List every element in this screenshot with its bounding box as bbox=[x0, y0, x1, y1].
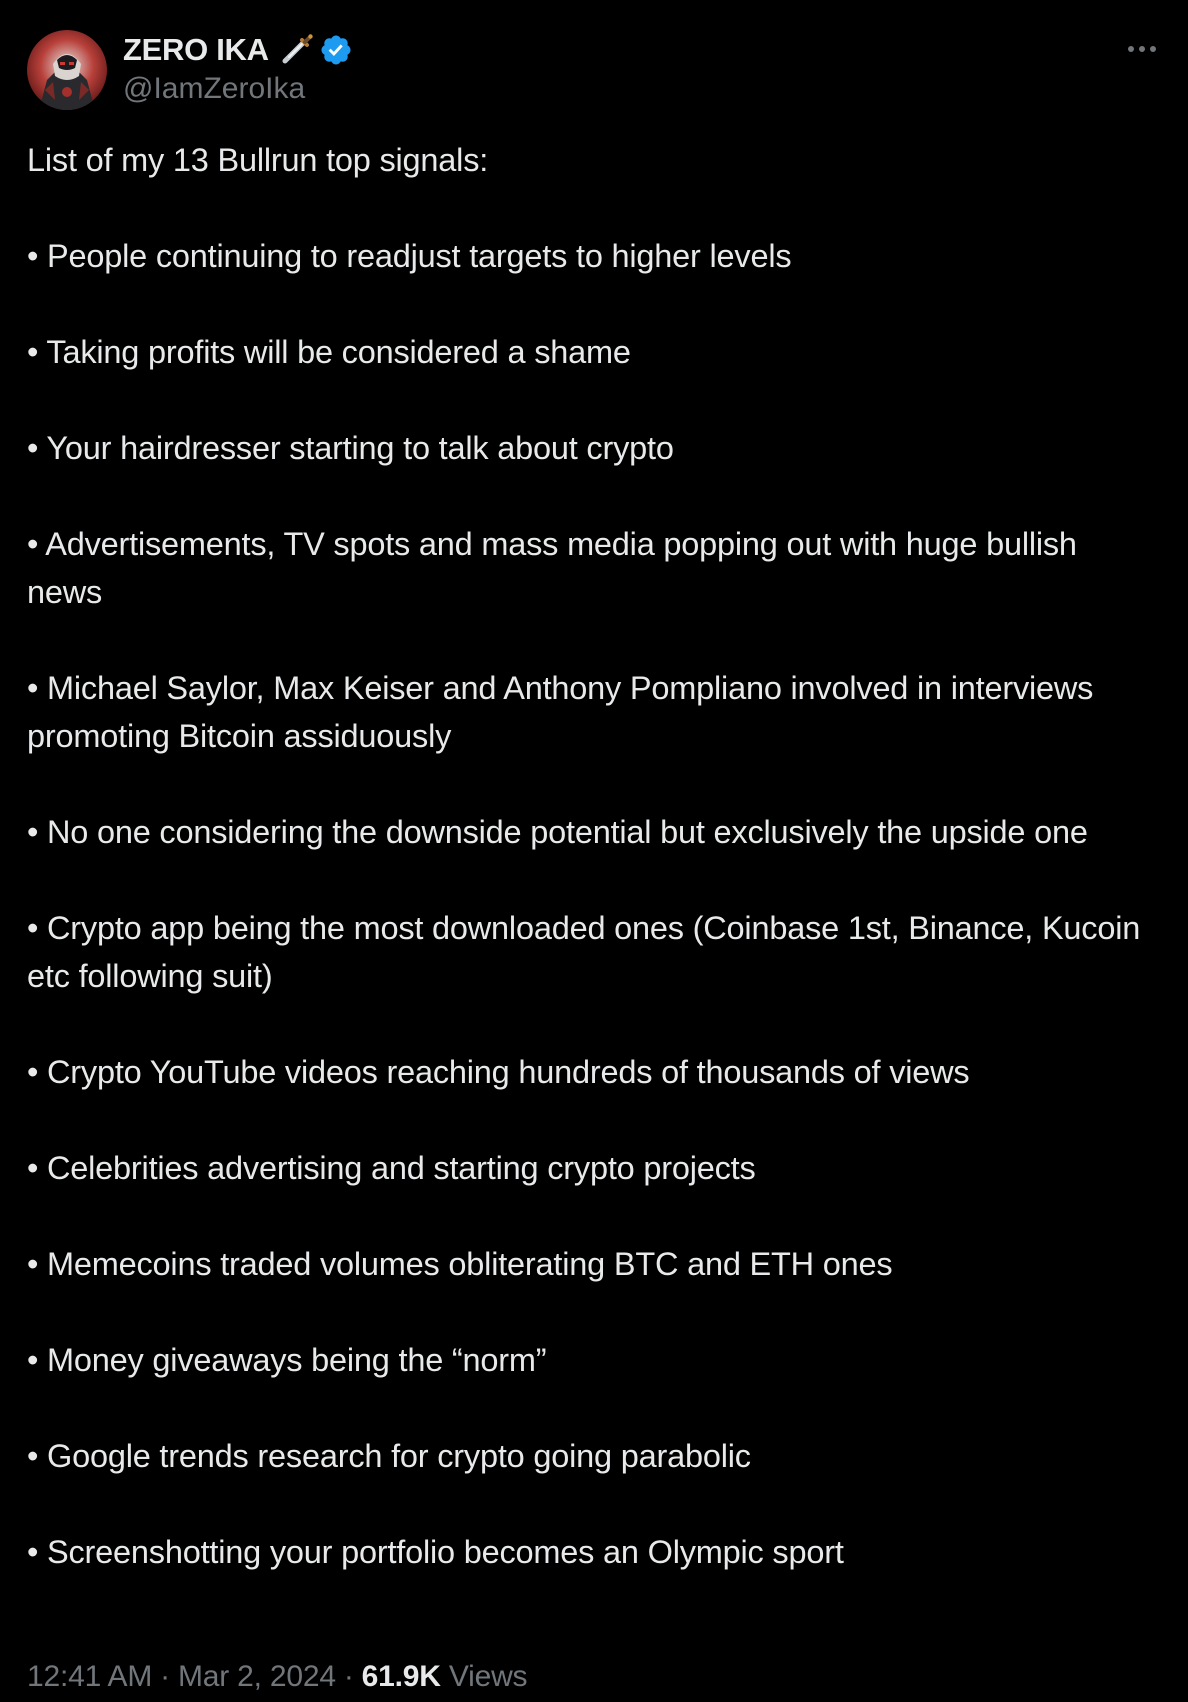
author-name-row[interactable] bbox=[123, 30, 353, 70]
list-item: • Google trends research for crypto going parabolic bbox=[27, 1438, 751, 1474]
list-item: • Michael Saylor, Max Keiser and Anthony Pompliano involved in interviews promoting Bitcoin assiduously bbox=[27, 670, 1094, 754]
tweet-date[interactable]: Mar 2, 2024 bbox=[177, 1660, 336, 1693]
list-item: • Crypto YouTube videos reaching hundreds of thousands of views bbox=[27, 1054, 970, 1090]
tweet-text bbox=[27, 136, 1157, 1576]
meta-separator: · bbox=[343, 1660, 354, 1693]
list-item: • Crypto app being the most downloaded ones (Coinbase 1st, Binance, Kucoin etc following suit) bbox=[27, 910, 1141, 994]
more-dots-icon bbox=[1120, 34, 1164, 64]
list-item: • No one considering the downside potential but exclusively the upside one bbox=[27, 814, 1088, 850]
dagger-icon bbox=[279, 33, 313, 67]
list-item: • Screenshotting your portfolio becomes an Olympic sport bbox=[27, 1534, 844, 1570]
author-handle[interactable]: @IamZeroIka bbox=[123, 72, 306, 105]
verified-badge-icon bbox=[319, 33, 353, 67]
tweet-intro: List of my 13 Bullrun top signals: bbox=[27, 142, 489, 178]
list-item: • Money giveaways being the “norm” bbox=[27, 1342, 547, 1378]
list-item: • Advertisements, TV spots and mass media popping out with huge bullish news bbox=[27, 526, 1077, 610]
tweet-time[interactable]: 12:41 AM bbox=[27, 1660, 153, 1693]
views-count[interactable]: 61.9K bbox=[361, 1660, 441, 1693]
views-label: Views bbox=[448, 1660, 528, 1693]
more-options-button[interactable] bbox=[1120, 34, 1164, 64]
list-item: • Your hairdresser starting to talk about crypto bbox=[27, 430, 674, 466]
avatar[interactable] bbox=[27, 30, 107, 110]
tweet-meta bbox=[27, 1660, 527, 1694]
author-display-name[interactable]: ZERO IKA bbox=[123, 32, 269, 67]
meta-separator: · bbox=[160, 1660, 170, 1693]
list-item: • Memecoins traded volumes obliterating BTC and ETH ones bbox=[27, 1246, 893, 1282]
list-item: • People continuing to readjust targets to higher levels bbox=[27, 238, 792, 274]
list-item: • Celebrities advertising and starting crypto projects bbox=[27, 1150, 756, 1186]
list-item: • Taking profits will be considered a shame bbox=[27, 334, 631, 370]
